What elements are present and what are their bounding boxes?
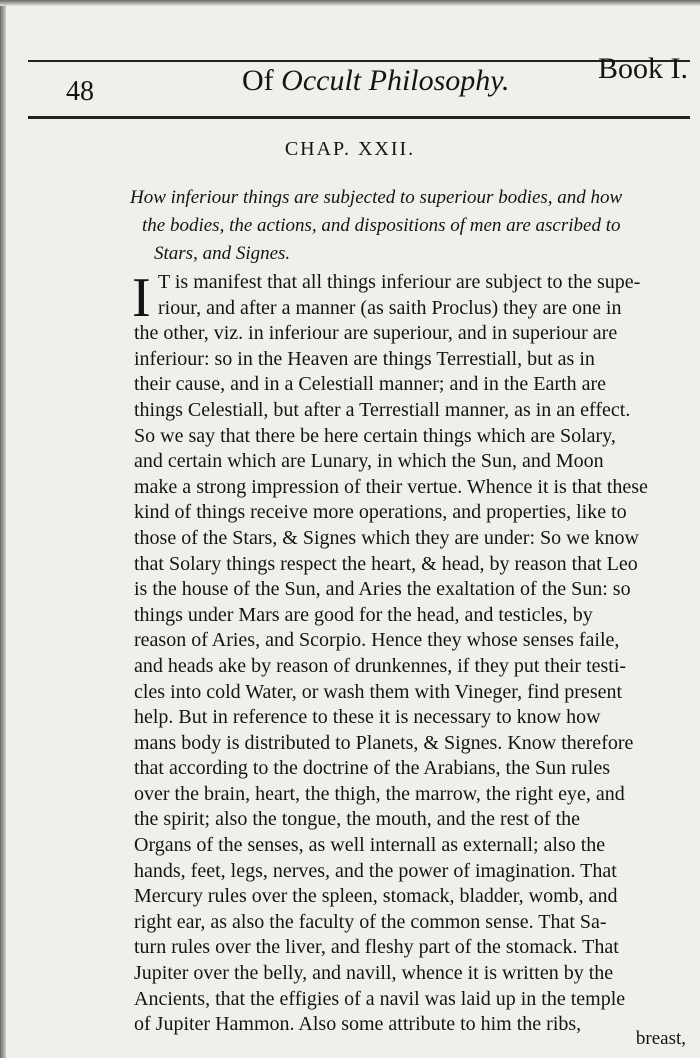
subtitle-line: the bodies, the actions, and dispositions of men are ascribed to (142, 215, 621, 236)
chapter-subtitle (130, 184, 680, 268)
text-line: cles into cold Water, or wash them with Vineger, find present (134, 680, 623, 703)
text-line: those of the Stars, & Signes which they are under: So we know (134, 526, 639, 549)
text-line: make a strong impression of their vertue. Whence it is that these (134, 475, 648, 498)
subtitle-line: How inferiour things are subjected to superiour bodies, and how (130, 187, 623, 208)
text-line: T is manifest that all things inferiour are subject to the supe- (158, 271, 641, 293)
header-rule-bottom (28, 116, 690, 119)
text-line: is the house of the Sun, and Aries the exaltation of the Sun: so (134, 578, 631, 601)
body-text (132, 267, 684, 1038)
text-line: riour, and after a manner (as saith Proclus) they are one in (158, 296, 622, 319)
text-line: reason of Aries, and Scorpio. Hence they whose senses faile, (134, 629, 620, 652)
text-line: over the brain, heart, the thigh, the marrow, the right eye, and (134, 782, 625, 805)
text-line: Organs of the senses, as well internall as externall; also the (134, 834, 606, 857)
book-label: Book I. (598, 52, 688, 85)
text-line: inferiour: so in the Heaven are things Terrestiall, but as in (134, 347, 595, 370)
text-line: the spirit; also the tongue, the mouth, and the rest of the (134, 808, 581, 831)
text-line: So we say that there be here certain things which are Solary, (134, 424, 616, 447)
text-line: turn rules over the liver, and fleshy part of the stomack. That (134, 936, 619, 959)
text-line: the other, viz. in inferiour are superiour, and in superiour are (134, 322, 618, 345)
text-line: and heads ake by reason of drunkennes, if they put their testi- (134, 654, 627, 677)
text-line: things under Mars are good for the head, and testicles, by (134, 603, 593, 626)
text-line: mans body is distributed to Planets, & Signes. Know therefore (134, 731, 634, 754)
text-line: help. But in reference to these it is necessary to know how (134, 706, 601, 729)
text-line: hands, feet, legs, nerves, and the power of imagination. That (134, 859, 617, 882)
running-head (30, 52, 690, 114)
book-title (242, 64, 509, 98)
text-line: Jupiter over the belly, and navill, whence it is written by the (134, 962, 614, 985)
book-title-prefix: Of (242, 64, 274, 97)
text-line: things Celestiall, but after a Terrestiall manner, as in an effect. (134, 398, 631, 421)
text-line: that according to the doctrine of the Arabians, the Sun rules (134, 757, 610, 780)
text-line: Ancients, that the effigies of a navil was laid up in the temple (134, 987, 626, 1010)
text-line: right ear, as also the faculty of the common sense. That Sa- (134, 910, 607, 933)
text-line: their cause, and in a Celestiall manner; and in the Earth are (134, 373, 607, 396)
book-title-italic: Occult Philosophy. (281, 64, 510, 97)
page-edge-top (0, 0, 700, 6)
catchword: breast, (635, 1028, 686, 1049)
text-line: that Solary things respect the heart, & head, by reason that Leo (134, 552, 638, 575)
text-line: Mercury rules over the spleen, stomack, bladder, womb, and (134, 885, 618, 908)
text-line: kind of things receive more operations, and properties, like to (134, 501, 627, 524)
subtitle-line: Stars, and Signes. (154, 243, 291, 264)
drop-cap: I (132, 267, 151, 329)
chapter-title: CHAP. XXII. (284, 138, 416, 160)
text-line: and certain which are Lunary, in which the Sun, and Moon (134, 450, 604, 473)
text-line: of Jupiter Hammon. Also some attribute to him the ribs, (134, 1013, 582, 1036)
page-number: 48 (66, 76, 94, 107)
